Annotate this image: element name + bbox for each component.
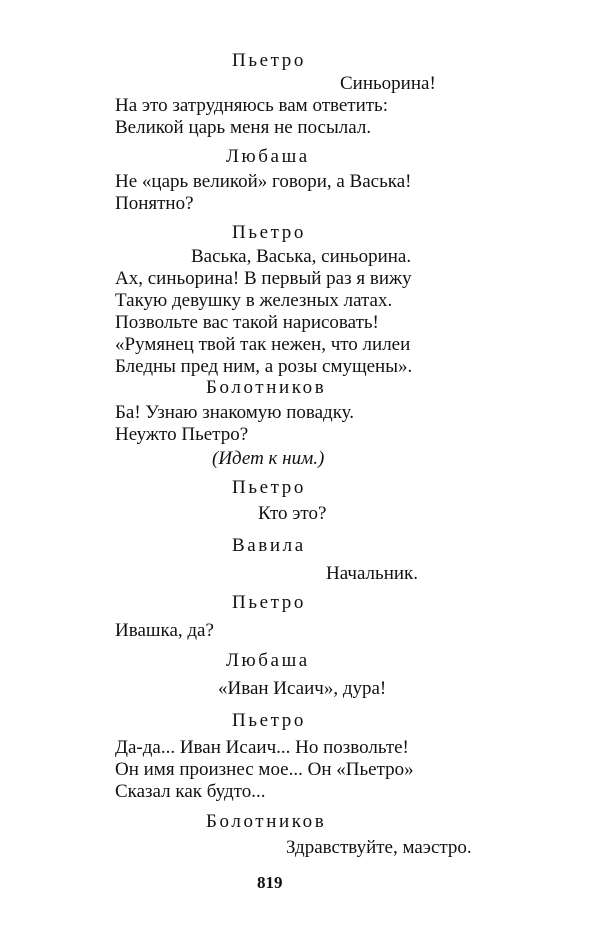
- stage-direction: (Идет к ним.): [212, 448, 325, 469]
- verse-line: Понятно?: [115, 193, 194, 214]
- speaker-name: Пьетро: [232, 50, 306, 71]
- speaker-name: Пьетро: [232, 592, 306, 613]
- verse-line: Васька, Васька, синьорина.: [191, 246, 412, 267]
- verse-line: Да-да... Иван Исаич... Но позвольте!: [115, 737, 409, 758]
- page-number: 819: [257, 873, 283, 892]
- verse-line: Ба! Узнаю знакомую повадку.: [115, 402, 355, 423]
- verse-line: Ах, синьорина! В первый раз я вижу: [115, 268, 412, 289]
- verse-line: «Румянец твой так нежен, что лилеи: [115, 334, 411, 355]
- verse-line: Бледны пред ним, а розы смущены».: [115, 356, 413, 377]
- verse-line: Не «царь великой» говори, а Васька!: [115, 171, 412, 192]
- speaker-name: Болотников: [206, 811, 327, 832]
- verse-line: Ивашка, да?: [115, 620, 214, 641]
- verse-line: Неужто Пьетро?: [115, 424, 249, 445]
- speaker-name: Пьетро: [232, 710, 306, 731]
- speaker-name: Вавила: [232, 535, 306, 556]
- speaker-name: Любаша: [226, 650, 310, 671]
- verse-line: Позвольте вас такой нарисовать!: [115, 312, 379, 333]
- verse-line: Здравствуйте, маэстро.: [286, 837, 472, 858]
- verse-line: Начальник.: [326, 563, 419, 584]
- speaker-name: Любаша: [226, 146, 310, 167]
- verse-line: Он имя произнес мое... Он «Пьетро»: [115, 759, 414, 780]
- verse-line: Сказал как будто...: [115, 781, 266, 802]
- verse-line: Такую девушку в железных латах.: [115, 290, 393, 311]
- verse-line: Великой царь меня не посылал.: [115, 117, 372, 138]
- verse-line: Кто это?: [258, 503, 327, 524]
- speaker-name: Болотников: [206, 377, 327, 398]
- speaker-name: Пьетро: [232, 477, 306, 498]
- verse-line: «Иван Исаич», дура!: [218, 678, 387, 699]
- verse-line: Синьорина!: [340, 73, 436, 94]
- verse-line: На это затрудняюсь вам ответить:: [115, 95, 389, 116]
- speaker-name: Пьетро: [232, 222, 306, 243]
